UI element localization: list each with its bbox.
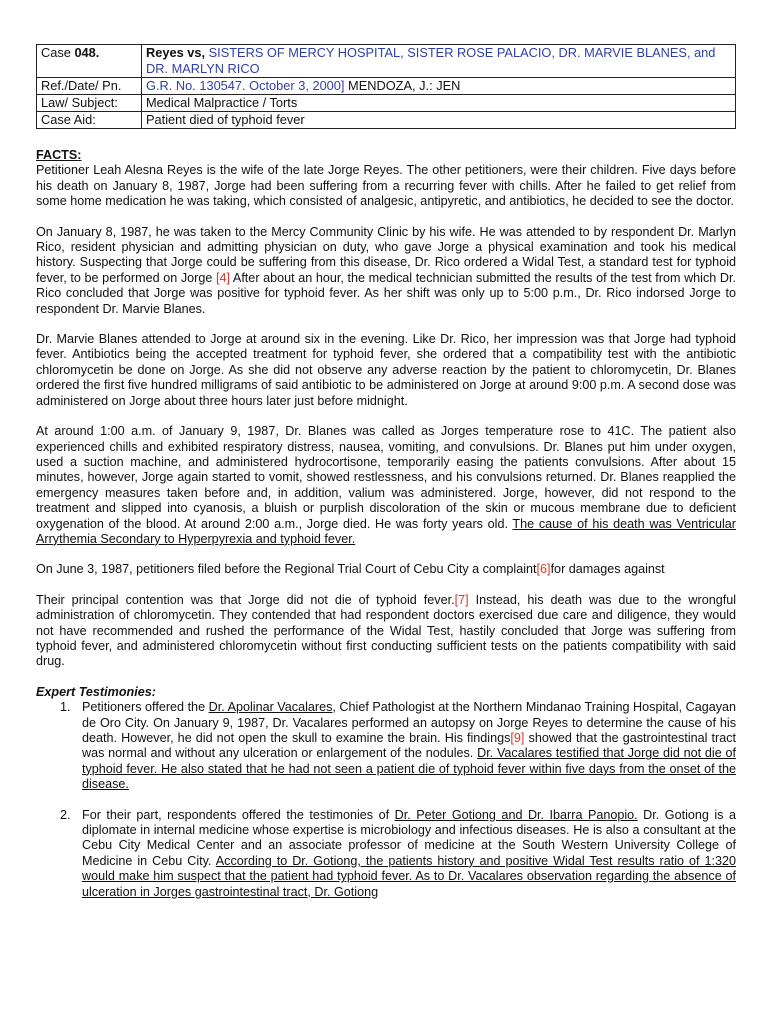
gotiong-testimony: According to Dr. Gotiong, the patients history and positive Widal Test results ratio of 1:320 would make him suspect that the patient had typhoid fever. As to Dr. Vacalares observation regarding the absence of ulceration in Jorges gastrointestinal tract, Dr. Gotiong <box>82 853 736 899</box>
p5-text-a: On June 3, 1987, petitioners filed before the Regional Trial Court of Cebu City a complaint <box>36 562 537 577</box>
p6-text-a: Their principal contention was that Jorge did not die of typhoid fever. <box>36 592 455 607</box>
facts-heading: FACTS: <box>36 148 82 162</box>
p6-text-b: Instead, his death was due to the wrongful administration of chloromycetin. They contended that had respondent doctors exercised due care and diligence, they would not have recommended and rushed the performance of the Widal Test, hastily concluded that Jorge was suffering from typhoid fever, and administered chloromycetin without first conducting sufficient tests on the patients compatibility with said drug. <box>36 592 737 669</box>
footnote-9-link[interactable]: [9] <box>510 731 525 745</box>
expert-names-gotiong-panopio: Dr. Peter Gotiong and Dr. Ibarra Panopio. <box>394 807 638 822</box>
case-label: Case <box>41 45 75 60</box>
case-header-table <box>36 44 736 129</box>
footnote-6-link[interactable]: [6] <box>536 562 551 577</box>
case-row <box>37 45 736 78</box>
ref-row <box>37 78 736 95</box>
facts-paragraph-4 <box>36 424 736 547</box>
facts-paragraph-5 <box>36 562 736 577</box>
cause-of-death-b: Arrythemia Secondary to Hyperpyrexia and typhoid fever. <box>36 531 356 546</box>
facts-paragraph-6 <box>36 593 736 670</box>
aid-value: Patient died of typhoid fever <box>142 112 736 129</box>
case-title-parties: SISTERS OF MERCY HOSPITAL, SISTER ROSE PALACIO, DR. MARVIE BLANES, and DR. MARLYN RICO <box>146 45 716 76</box>
footnote-4-link[interactable]: [4] <box>215 270 230 285</box>
facts-paragraph-3: Dr. Marvie Blanes attended to Jorge at around six in the evening. Like Dr. Rico, her impression was that Jorge had typhoid fever. Antibiotics being the accepted treatment for typhoid fever, she ordered that a compatibility test with the antibiotic chloromycetin be done on Jorge. As she did not observe any adverse reaction by the patient to chloromycetin, Dr. Blanes ordered the first five hundred milligrams of said antibiotic to be administered on Jorge at around 9:00 p.m. A second dose was administered on Jorge about three hours later just before midnight. <box>36 332 736 408</box>
ref-value-cell <box>142 78 736 95</box>
expert-testimonies-heading: Expert Testimonies: <box>36 684 156 699</box>
aid-label: Case Aid: <box>37 112 142 129</box>
list-item: 1. Petitioners offered the Dr. Apolinar Vacalares, Chief Pathologist at the Northern Mindanao Training Hospital, Cagayan de Oro City. On January 9, 1987, Dr. Vacalares performed an autopsy on Jorge Reyes to determine the cause of his death. However, he did not open the skull to examine the brain. His findings[9] showed that the gastrointestinal tract was normal and without any ulceration or enlargement of the nodules. Dr. Vacalares testified that Jorge did not die of typhoid fever. He also stated that he had not seen a patient die of typhoid fever within five days from the onset of the disease. <box>60 700 737 792</box>
aid-row <box>37 112 736 129</box>
law-label: Law/ Subject: <box>37 95 142 112</box>
expert-list <box>36 700 736 900</box>
footnote-7-link[interactable]: [7] <box>454 592 469 607</box>
p2-text-b: After about an hour, the medical technician submitted the results of the test from which Dr. Rico concluded that Jorge was positive for typhoid fever. As her shift was only up to 5:00 p.m., Dr. Rico indorsed Jorge to respondent Dr. Marvie Blanes. <box>36 270 736 316</box>
case-number: 048. <box>74 45 100 60</box>
expert-name-vacalares: Dr. Apolinar Vacalares <box>208 700 333 715</box>
p4-text: At around 1:00 a.m. of January 9, 1987, Dr. Blanes was called as Jorges temperature rose to 41C. The patient also experienced chills and exhibited respiratory distress, nausea, vomiting, and convulsions. Dr. Blanes put him under oxygen, used a suction machine, and administered hydrocortisone, temporarily easing the patients convulsions. After about 15 minutes, however, Jorge again started to vomit, showed restlessness, and his convulsions returned. Dr. Blanes reapplied the emergency measures taken before and, in addition, valium was administered. Jorge, however, did not respond to the treatment and slipped into cyanosis, a bluish or purplish discoloration of the skin or mucous membrane due to deficient oxygenation of the blood. At around 2:00 a.m., Jorge died. He was forty years old. <box>36 424 736 531</box>
p2-text-a: On January 8, 1987, he was taken to the Mercy Community Clinic by his wife. He was attended to by respondent Dr. Marlyn Rico, resident physician and admitting physician on duty, who gave Jorge a physical examination and took his medical history. Suspecting that Jorge could be suffering from this disease, Dr. Rico ordered a Widal Test, a standard test for typhoid fever, to be performed on Jorge <box>36 224 736 285</box>
ref-label: Ref./Date/ Pn. <box>37 78 142 95</box>
list-number: 1. <box>60 700 71 715</box>
facts-paragraph-2 <box>36 225 736 317</box>
case-title-cell <box>142 45 736 78</box>
list-number: 2. <box>60 807 71 822</box>
vacalares-testimony: Dr. Vacalares testified that Jorge did not die of typhoid fever. He also stated that he had not seen a patient die of typhoid fever within five days from the onset of the disease. <box>82 746 736 792</box>
case-label-cell <box>37 45 142 78</box>
law-row <box>37 95 736 112</box>
law-value: Medical Malpractice / Torts <box>142 95 736 112</box>
list-item: 2. For their part, respondents offered the testimonies of Dr. Peter Gotiong and Dr. Ibarra Panopio. Dr. Gotiong is a diplomate in internal medicine whose expertise is microbiology and infectious diseases. He is also a consultant at the Cebu City Medical Center and an associate professor of medicine at the South Western University College of Medicine in Cebu City. According to Dr. Gotiong, the patients history and positive Widal Test results ratio of 1:320 would make him suspect that the patient had typhoid fever. As to Dr. Vacalares observation regarding the absence of ulceration in Jorges gastrointestinal tract, Dr. Gotiong <box>60 807 736 899</box>
p5-text-b: for damages against <box>550 562 665 577</box>
case-title-bold: Reyes vs, <box>146 45 206 60</box>
ref-justice: MENDOZA, J.: JEN <box>344 78 461 93</box>
gr-number-link[interactable]: G.R. No. 130547. October 3, 2000] <box>146 78 345 93</box>
facts-paragraph-1: Petitioner Leah Alesna Reyes is the wife of the late Jorge Reyes. The other petitioners, were their children. Five days before his death on January 8, 1987, Jorge had been suffering from a recurring fever with chills. After he failed to get relief from some home medication he was taking, which consisted of analgesic, antipyretic, and antibiotics, he decided to see the doctor. <box>36 163 736 209</box>
cause-of-death-a: The cause of his death was Ventricular <box>512 516 736 531</box>
document-page <box>36 44 736 900</box>
